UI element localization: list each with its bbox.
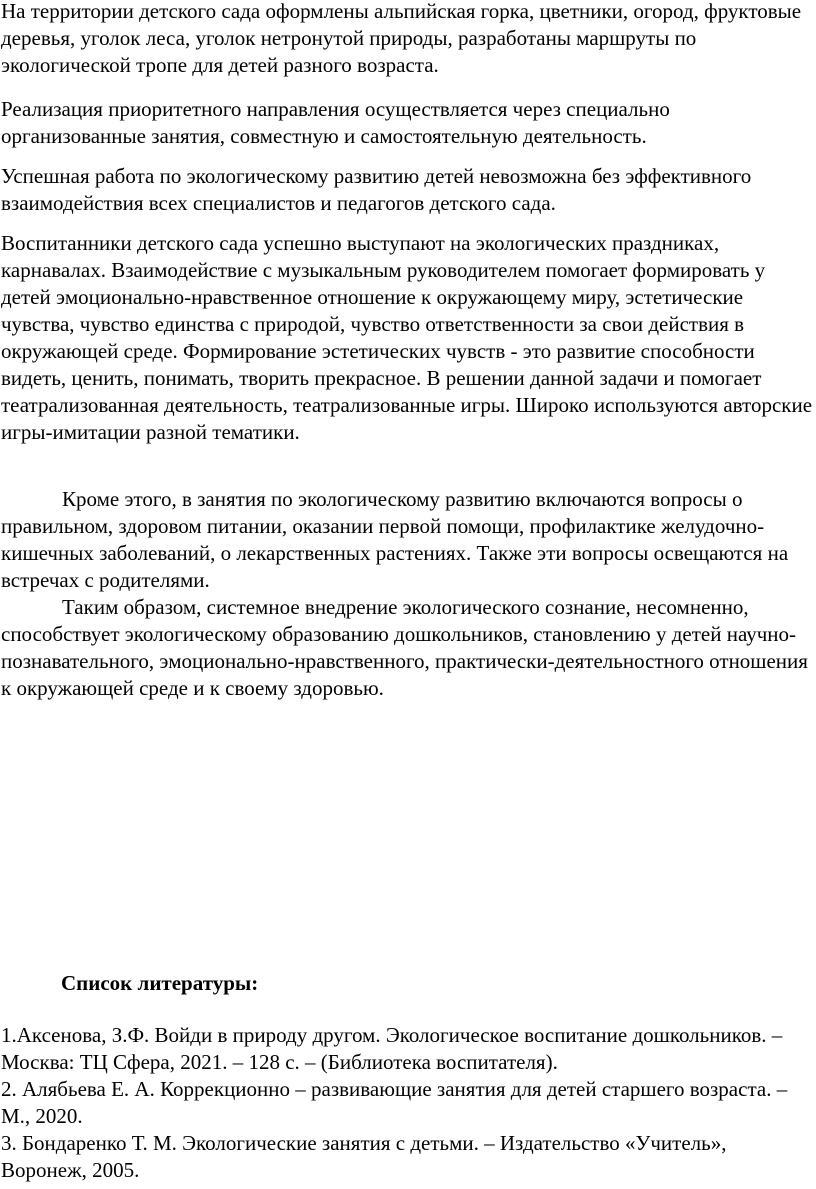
paragraph-successful-work: Успешная работа по экологическому развитию детей невозможна без эффективного взаимодействия всех специалистов и педагогов детского сада. [1,164,752,215]
paragraph-territory: На территории детского сада оформлены альпийская горка, цветники, огород, фруктовые деревья, уголок леса, уголок нетронутой природы, разработаны маршруты по экологической тропе для детей разного возраста. [1,0,802,77]
paragraph-additional-topics: Кроме этого, в занятия по экологическому развитию включаются вопросы о правильном, здоровом питании, оказании первой помощи, профилактике желудочно-кишечных заболеваний, о лекарственных растениях. Также эти вопросы освещаются на встречах с родителями. [1,487,789,592]
paragraph-conclusion: Таким образом, системное внедрение экологического сознание, несомненно, способствует экологическому образованию дошкольников, становлению у детей научно-познавательного, эмоционально-нравственного, практически-деятельностного отношения к окружающей среде и к своему здоровью. [1,595,808,700]
reference-item: 2. Алябьева Е. А. Коррекционно – развивающие занятия для детей старшего возраста. – М., 2020. [1,1077,788,1128]
paragraph-priority-direction: Реализация приоритетного направления осуществляется через специально организованные занятия, совместную и самостоятельную деятельность. [1,97,670,148]
reference-item: 3. Бондаренко Т. М. Экологические занятия с детьми. – Издательство «Учитель», Воронеж, 2005. [1,1131,727,1182]
references-heading: Список литературы: [61,971,259,995]
paragraph-pupils-performances: Воспитанники детского сада успешно выступают на экологических праздниках, карнавалах. Взаимодействие с музыкальным руководителем помогает формировать у детей эмоционально-нравственное отношение к окружающему миру, эстетические чувства, чувство единства с природой, чувство ответственности за свои действия в окружающей среде. Формирование эстетических чувств - это развитие способности видеть, ценить, понимать, творить прекрасное. В решении данной задачи и помогает театрализованная деятельность, театрализованные игры. Широко используются авторские игры-имитации разной тематики. [1,231,813,444]
reference-item: 1.Аксенова, З.Ф. Войди в природу другом. Экологическое воспитание дошкольников. – Москва: ТЦ Сфера, 2021. – 128 с. – (Библиотека воспитателя). [1,1023,783,1074]
